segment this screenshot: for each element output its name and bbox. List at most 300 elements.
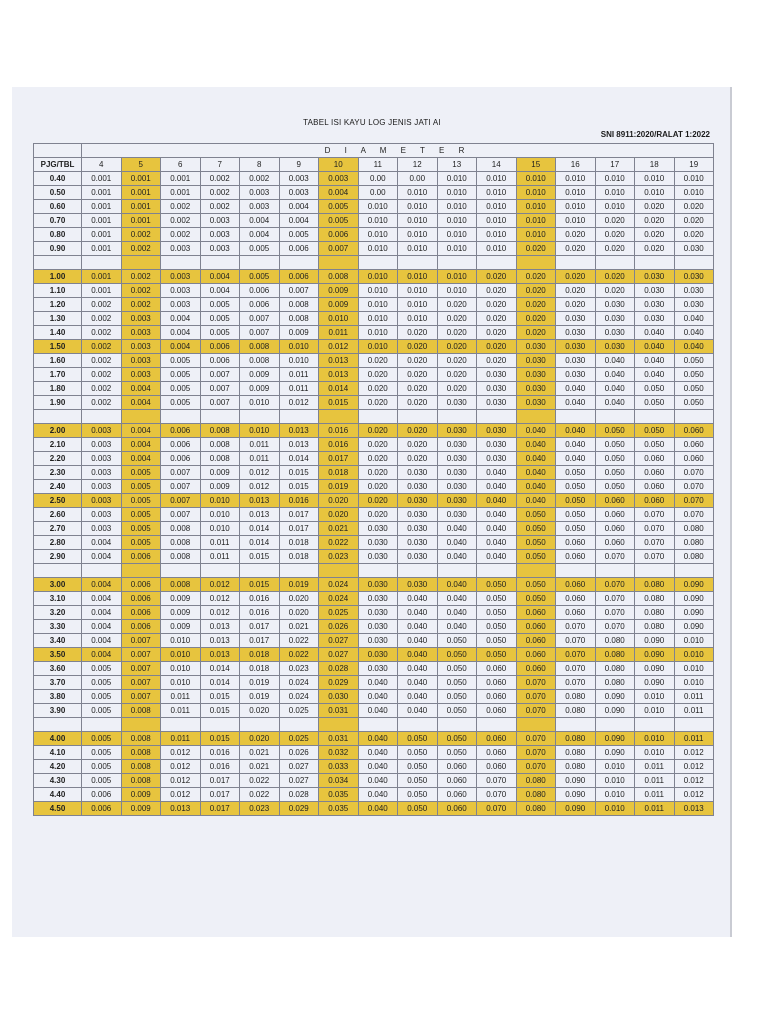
volume-cell: 0.050 bbox=[437, 662, 477, 676]
volume-cell: 0.050 bbox=[437, 648, 477, 662]
volume-cell: 0.030 bbox=[358, 648, 398, 662]
volume-cell: 0.050 bbox=[516, 592, 556, 606]
volume-cell: 0.030 bbox=[477, 368, 517, 382]
diameter-header: 19 bbox=[674, 158, 714, 172]
volume-cell: 0.010 bbox=[674, 172, 714, 186]
volume-cell: 0.030 bbox=[358, 550, 398, 564]
volume-cell: 0.070 bbox=[635, 522, 675, 536]
volume-cell: 0.090 bbox=[595, 732, 635, 746]
volume-cell: 0.008 bbox=[121, 746, 161, 760]
separator-cell bbox=[398, 718, 438, 732]
volume-cell: 0.004 bbox=[319, 186, 359, 200]
volume-cell: 0.005 bbox=[121, 466, 161, 480]
volume-cell: 0.001 bbox=[121, 214, 161, 228]
separator-cell bbox=[240, 410, 280, 424]
separator-cell bbox=[437, 410, 477, 424]
volume-cell: 0.011 bbox=[674, 732, 714, 746]
separator-cell bbox=[82, 564, 122, 578]
diameter-header: 8 bbox=[240, 158, 280, 172]
volume-cell: 0.008 bbox=[121, 732, 161, 746]
volume-cell: 0.008 bbox=[161, 522, 201, 536]
volume-cell: 0.040 bbox=[477, 536, 517, 550]
volume-cell: 0.020 bbox=[674, 200, 714, 214]
volume-cell: 0.040 bbox=[398, 704, 438, 718]
volume-cell: 0.001 bbox=[82, 172, 122, 186]
volume-cell: 0.040 bbox=[358, 676, 398, 690]
volume-cell: 0.008 bbox=[200, 438, 240, 452]
volume-cell: 0.050 bbox=[477, 592, 517, 606]
volume-cell: 0.030 bbox=[674, 298, 714, 312]
row-length-label: 1.50 bbox=[34, 340, 82, 354]
volume-cell: 0.010 bbox=[674, 186, 714, 200]
volume-cell: 0.060 bbox=[556, 550, 596, 564]
row-length-label: 2.00 bbox=[34, 424, 82, 438]
volume-cell: 0.020 bbox=[279, 606, 319, 620]
volume-cell: 0.090 bbox=[674, 592, 714, 606]
volume-cell: 0.020 bbox=[398, 340, 438, 354]
volume-cell: 0.006 bbox=[121, 620, 161, 634]
volume-cell: 0.010 bbox=[358, 214, 398, 228]
volume-cell: 0.040 bbox=[398, 592, 438, 606]
volume-cell: 0.020 bbox=[358, 438, 398, 452]
separator-cell bbox=[161, 410, 201, 424]
volume-cell: 0.020 bbox=[674, 214, 714, 228]
volume-cell: 0.021 bbox=[240, 760, 280, 774]
volume-cell: 0.009 bbox=[240, 368, 280, 382]
volume-cell: 0.007 bbox=[240, 312, 280, 326]
row-length-label: 3.30 bbox=[34, 620, 82, 634]
volume-cell: 0.030 bbox=[358, 662, 398, 676]
volume-cell: 0.090 bbox=[674, 606, 714, 620]
volume-cell: 0.060 bbox=[516, 634, 556, 648]
row-length-label: 1.80 bbox=[34, 382, 82, 396]
volume-cell: 0.040 bbox=[556, 424, 596, 438]
volume-cell: 0.020 bbox=[516, 312, 556, 326]
volume-cell: 0.020 bbox=[437, 368, 477, 382]
volume-cell: 0.030 bbox=[635, 298, 675, 312]
table-row bbox=[34, 298, 714, 312]
volume-cell: 0.080 bbox=[635, 606, 675, 620]
volume-cell: 0.030 bbox=[437, 424, 477, 438]
volume-cell: 0.015 bbox=[240, 550, 280, 564]
volume-cell: 0.004 bbox=[200, 270, 240, 284]
volume-cell: 0.015 bbox=[240, 578, 280, 592]
volume-cell: 0.030 bbox=[398, 578, 438, 592]
volume-cell: 0.008 bbox=[279, 298, 319, 312]
volume-cell: 0.004 bbox=[82, 648, 122, 662]
volume-cell: 0.040 bbox=[477, 550, 517, 564]
table-row bbox=[34, 270, 714, 284]
volume-cell: 0.024 bbox=[319, 592, 359, 606]
volume-cell: 0.003 bbox=[82, 452, 122, 466]
volume-cell: 0.010 bbox=[516, 214, 556, 228]
volume-cell: 0.003 bbox=[82, 438, 122, 452]
volume-cell: 0.020 bbox=[556, 242, 596, 256]
volume-cell: 0.005 bbox=[121, 522, 161, 536]
volume-cell: 0.010 bbox=[358, 312, 398, 326]
volume-cell: 0.003 bbox=[161, 242, 201, 256]
volume-cell: 0.025 bbox=[319, 606, 359, 620]
table-row bbox=[34, 732, 714, 746]
volume-cell: 0.005 bbox=[319, 200, 359, 214]
volume-cell: 0.040 bbox=[674, 326, 714, 340]
separator-cell bbox=[516, 256, 556, 270]
separator-cell bbox=[121, 256, 161, 270]
volume-cell: 0.010 bbox=[358, 242, 398, 256]
corner-label: PJG/TBL bbox=[34, 158, 82, 172]
row-length-label: 3.00 bbox=[34, 578, 82, 592]
volume-cell: 0.005 bbox=[240, 242, 280, 256]
separator-cell bbox=[516, 564, 556, 578]
volume-cell: 0.004 bbox=[121, 424, 161, 438]
row-length-label: 2.40 bbox=[34, 480, 82, 494]
table-row bbox=[34, 340, 714, 354]
row-length-label: 1.60 bbox=[34, 354, 82, 368]
separator-cell bbox=[595, 564, 635, 578]
volume-cell: 0.010 bbox=[595, 186, 635, 200]
volume-cell: 0.006 bbox=[279, 270, 319, 284]
volume-cell: 0.080 bbox=[595, 662, 635, 676]
volume-cell: 0.050 bbox=[477, 578, 517, 592]
table-row bbox=[34, 214, 714, 228]
volume-cell: 0.018 bbox=[240, 662, 280, 676]
volume-cell: 0.002 bbox=[200, 172, 240, 186]
volume-cell: 0.080 bbox=[556, 690, 596, 704]
volume-cell: 0.060 bbox=[556, 578, 596, 592]
volume-cell: 0.027 bbox=[319, 648, 359, 662]
separator-cell bbox=[240, 256, 280, 270]
volume-cell: 0.040 bbox=[516, 494, 556, 508]
volume-cell: 0.003 bbox=[200, 214, 240, 228]
volume-cell: 0.070 bbox=[674, 494, 714, 508]
volume-cell: 0.001 bbox=[121, 172, 161, 186]
volume-cell: 0.090 bbox=[595, 746, 635, 760]
separator-cell bbox=[437, 256, 477, 270]
volume-cell: 0.010 bbox=[398, 186, 438, 200]
volume-cell: 0.010 bbox=[358, 340, 398, 354]
volume-cell: 0.060 bbox=[674, 452, 714, 466]
volume-cell: 0.034 bbox=[319, 774, 359, 788]
diameter-header: 6 bbox=[161, 158, 201, 172]
volume-cell: 0.010 bbox=[398, 270, 438, 284]
volume-cell: 0.003 bbox=[200, 242, 240, 256]
volume-cell: 0.030 bbox=[437, 396, 477, 410]
table-row bbox=[34, 704, 714, 718]
volume-cell: 0.003 bbox=[82, 424, 122, 438]
volume-cell: 0.017 bbox=[279, 522, 319, 536]
volume-cell: 0.008 bbox=[200, 452, 240, 466]
volume-cell: 0.060 bbox=[477, 676, 517, 690]
volume-cell: 0.005 bbox=[82, 690, 122, 704]
volume-cell: 0.040 bbox=[477, 494, 517, 508]
volume-cell: 0.011 bbox=[674, 704, 714, 718]
volume-cell: 0.040 bbox=[358, 690, 398, 704]
volume-cell: 0.010 bbox=[398, 298, 438, 312]
volume-cell: 0.028 bbox=[279, 788, 319, 802]
group-separator-row bbox=[34, 718, 714, 732]
volume-cell: 0.011 bbox=[240, 452, 280, 466]
volume-cell: 0.004 bbox=[240, 214, 280, 228]
diameter-header: 10 bbox=[319, 158, 359, 172]
volume-cell: 0.030 bbox=[516, 396, 556, 410]
volume-cell: 0.002 bbox=[240, 172, 280, 186]
volume-cell: 0.010 bbox=[635, 746, 675, 760]
table-row bbox=[34, 746, 714, 760]
volume-cell: 0.040 bbox=[595, 368, 635, 382]
separator-cell bbox=[200, 410, 240, 424]
volume-cell: 0.003 bbox=[121, 340, 161, 354]
volume-cell: 0.007 bbox=[121, 690, 161, 704]
volume-cell: 0.030 bbox=[674, 284, 714, 298]
diameter-header: 12 bbox=[398, 158, 438, 172]
separator-cell bbox=[82, 410, 122, 424]
volume-cell: 0.006 bbox=[279, 242, 319, 256]
volume-cell: 0.012 bbox=[674, 760, 714, 774]
volume-cell: 0.020 bbox=[398, 354, 438, 368]
volume-cell: 0.004 bbox=[82, 606, 122, 620]
volume-cell: 0.050 bbox=[635, 396, 675, 410]
volume-cell: 0.007 bbox=[319, 242, 359, 256]
volume-cell: 0.035 bbox=[319, 788, 359, 802]
volume-cell: 0.090 bbox=[556, 802, 596, 816]
volume-cell: 0.060 bbox=[556, 606, 596, 620]
volume-cell: 0.060 bbox=[635, 452, 675, 466]
separator-cell bbox=[674, 564, 714, 578]
diameter-header: 13 bbox=[437, 158, 477, 172]
volume-cell: 0.016 bbox=[319, 438, 359, 452]
volume-cell: 0.020 bbox=[358, 466, 398, 480]
volume-cell: 0.040 bbox=[398, 634, 438, 648]
volume-cell: 0.040 bbox=[437, 592, 477, 606]
volume-cell: 0.060 bbox=[477, 732, 517, 746]
standard-reference: SNI 8911:2020/RALAT 1:2022 bbox=[600, 130, 710, 139]
table-row bbox=[34, 172, 714, 186]
volume-cell: 0.001 bbox=[82, 270, 122, 284]
volume-cell: 0.090 bbox=[635, 634, 675, 648]
separator-cell bbox=[319, 410, 359, 424]
volume-cell: 0.040 bbox=[437, 550, 477, 564]
volume-cell: 0.011 bbox=[200, 536, 240, 550]
volume-cell: 0.030 bbox=[595, 298, 635, 312]
volume-cell: 0.015 bbox=[200, 732, 240, 746]
volume-cell: 0.040 bbox=[477, 522, 517, 536]
volume-cell: 0.020 bbox=[477, 284, 517, 298]
volume-cell: 0.030 bbox=[319, 690, 359, 704]
volume-cell: 0.010 bbox=[556, 186, 596, 200]
volume-cell: 0.015 bbox=[279, 466, 319, 480]
volume-cell: 0.070 bbox=[556, 634, 596, 648]
separator-cell bbox=[556, 256, 596, 270]
volume-cell: 0.060 bbox=[516, 620, 556, 634]
volume-cell: 0.002 bbox=[121, 270, 161, 284]
volume-cell: 0.080 bbox=[556, 704, 596, 718]
row-length-label: 2.10 bbox=[34, 438, 82, 452]
table-row bbox=[34, 438, 714, 452]
table-row bbox=[34, 578, 714, 592]
volume-cell: 0.004 bbox=[82, 578, 122, 592]
volume-cell: 0.004 bbox=[161, 312, 201, 326]
diameter-header: 5 bbox=[121, 158, 161, 172]
volume-cell: 0.008 bbox=[240, 340, 280, 354]
table-row bbox=[34, 760, 714, 774]
table-row bbox=[34, 522, 714, 536]
separator-cell bbox=[398, 410, 438, 424]
volume-cell: 0.004 bbox=[161, 326, 201, 340]
volume-cell: 0.030 bbox=[358, 592, 398, 606]
volume-cell: 0.080 bbox=[595, 648, 635, 662]
volume-cell: 0.070 bbox=[674, 508, 714, 522]
volume-cell: 0.005 bbox=[82, 704, 122, 718]
volume-cell: 0.090 bbox=[635, 676, 675, 690]
volume-cell: 0.002 bbox=[161, 200, 201, 214]
volume-cell: 0.070 bbox=[635, 536, 675, 550]
volume-cell: 0.033 bbox=[319, 760, 359, 774]
volume-cell: 0.002 bbox=[121, 298, 161, 312]
volume-cell: 0.040 bbox=[437, 578, 477, 592]
volume-cell: 0.010 bbox=[240, 424, 280, 438]
separator-cell bbox=[674, 256, 714, 270]
row-length-label: 1.70 bbox=[34, 368, 82, 382]
volume-cell: 0.006 bbox=[121, 592, 161, 606]
volume-cell: 0.020 bbox=[437, 326, 477, 340]
volume-cell: 0.009 bbox=[279, 326, 319, 340]
volume-cell: 0.032 bbox=[319, 746, 359, 760]
volume-cell: 0.070 bbox=[674, 480, 714, 494]
volume-cell: 0.002 bbox=[82, 354, 122, 368]
volume-cell: 0.014 bbox=[200, 676, 240, 690]
separator-cell bbox=[477, 718, 517, 732]
separator-cell bbox=[437, 564, 477, 578]
volume-cell: 0.080 bbox=[556, 732, 596, 746]
diameter-header: 16 bbox=[556, 158, 596, 172]
volume-cell: 0.003 bbox=[240, 200, 280, 214]
volume-cell: 0.060 bbox=[477, 704, 517, 718]
volume-cell: 0.040 bbox=[358, 788, 398, 802]
volume-cell: 0.005 bbox=[319, 214, 359, 228]
volume-cell: 0.001 bbox=[82, 214, 122, 228]
volume-cell: 0.010 bbox=[674, 676, 714, 690]
volume-cell: 0.008 bbox=[161, 536, 201, 550]
diameter-header: 4 bbox=[82, 158, 122, 172]
table-row bbox=[34, 284, 714, 298]
volume-cell: 0.030 bbox=[516, 382, 556, 396]
volume-cell: 0.020 bbox=[635, 200, 675, 214]
volume-cell: 0.030 bbox=[516, 368, 556, 382]
volume-cell: 0.020 bbox=[398, 396, 438, 410]
volume-cell: 0.010 bbox=[674, 634, 714, 648]
volume-cell: 0.021 bbox=[319, 522, 359, 536]
volume-cell: 0.010 bbox=[477, 172, 517, 186]
volume-cell: 0.004 bbox=[200, 284, 240, 298]
volume-cell: 0.050 bbox=[595, 438, 635, 452]
volume-cell: 0.010 bbox=[358, 200, 398, 214]
volume-cell: 0.013 bbox=[240, 494, 280, 508]
table-row bbox=[34, 382, 714, 396]
diameter-header: 17 bbox=[595, 158, 635, 172]
volume-cell: 0.020 bbox=[477, 340, 517, 354]
volume-cell: 0.004 bbox=[82, 592, 122, 606]
volume-cell: 0.010 bbox=[635, 704, 675, 718]
volume-cell: 0.010 bbox=[437, 228, 477, 242]
volume-cell: 0.060 bbox=[477, 662, 517, 676]
volume-cell: 0.005 bbox=[82, 760, 122, 774]
separator-cell bbox=[279, 410, 319, 424]
volume-cell: 0.040 bbox=[556, 452, 596, 466]
volume-cell: 0.017 bbox=[240, 620, 280, 634]
volume-cell: 0.013 bbox=[200, 648, 240, 662]
volume-cell: 0.030 bbox=[398, 480, 438, 494]
volume-cell: 0.040 bbox=[635, 326, 675, 340]
volume-cell: 0.007 bbox=[161, 480, 201, 494]
volume-cell: 0.030 bbox=[398, 466, 438, 480]
volume-cell: 0.003 bbox=[82, 466, 122, 480]
volume-cell: 0.014 bbox=[319, 382, 359, 396]
volume-cell: 0.003 bbox=[240, 186, 280, 200]
volume-cell: 0.040 bbox=[516, 480, 556, 494]
row-length-label: 3.10 bbox=[34, 592, 82, 606]
volume-cell: 0.020 bbox=[358, 354, 398, 368]
volume-cell: 0.010 bbox=[674, 662, 714, 676]
volume-cell: 0.020 bbox=[437, 312, 477, 326]
volume-cell: 0.010 bbox=[161, 634, 201, 648]
volume-cell: 0.012 bbox=[674, 746, 714, 760]
volume-cell: 0.020 bbox=[437, 382, 477, 396]
volume-cell: 0.001 bbox=[161, 186, 201, 200]
volume-cell: 0.008 bbox=[319, 270, 359, 284]
volume-cell: 0.011 bbox=[279, 368, 319, 382]
volume-cell: 0.012 bbox=[279, 396, 319, 410]
volume-cell: 0.001 bbox=[82, 242, 122, 256]
volume-cell: 0.070 bbox=[477, 774, 517, 788]
document-page bbox=[12, 87, 732, 937]
volume-cell: 0.010 bbox=[635, 690, 675, 704]
volume-cell: 0.010 bbox=[358, 270, 398, 284]
volume-cell: 0.050 bbox=[516, 522, 556, 536]
volume-cell: 0.008 bbox=[161, 550, 201, 564]
volume-cell: 0.050 bbox=[595, 452, 635, 466]
volume-cell: 0.029 bbox=[319, 676, 359, 690]
volume-cell: 0.020 bbox=[516, 270, 556, 284]
volume-cell: 0.006 bbox=[121, 578, 161, 592]
volume-cell: 0.016 bbox=[240, 606, 280, 620]
row-length-label: 4.30 bbox=[34, 774, 82, 788]
volume-cell: 0.012 bbox=[319, 340, 359, 354]
volume-cell: 0.016 bbox=[319, 424, 359, 438]
volume-cell: 0.004 bbox=[82, 620, 122, 634]
volume-cell: 0.010 bbox=[595, 802, 635, 816]
separator-cell bbox=[437, 718, 477, 732]
diameter-header-row bbox=[34, 144, 714, 158]
volume-cell: 0.020 bbox=[319, 508, 359, 522]
volume-cell: 0.029 bbox=[279, 802, 319, 816]
separator-cell bbox=[34, 256, 82, 270]
volume-cell: 0.040 bbox=[358, 802, 398, 816]
volume-cell: 0.030 bbox=[398, 550, 438, 564]
volume-cell: 0.005 bbox=[161, 354, 201, 368]
volume-cell: 0.001 bbox=[82, 284, 122, 298]
volume-cell: 0.010 bbox=[635, 732, 675, 746]
volume-cell: 0.002 bbox=[200, 186, 240, 200]
volume-cell: 0.010 bbox=[477, 228, 517, 242]
volume-cell: 0.018 bbox=[240, 648, 280, 662]
separator-cell bbox=[279, 256, 319, 270]
volume-cell: 0.020 bbox=[556, 298, 596, 312]
volume-cell: 0.060 bbox=[595, 522, 635, 536]
volume-cell: 0.070 bbox=[595, 550, 635, 564]
volume-cell: 0.002 bbox=[82, 368, 122, 382]
volume-cell: 0.050 bbox=[674, 368, 714, 382]
volume-cell: 0.005 bbox=[121, 536, 161, 550]
